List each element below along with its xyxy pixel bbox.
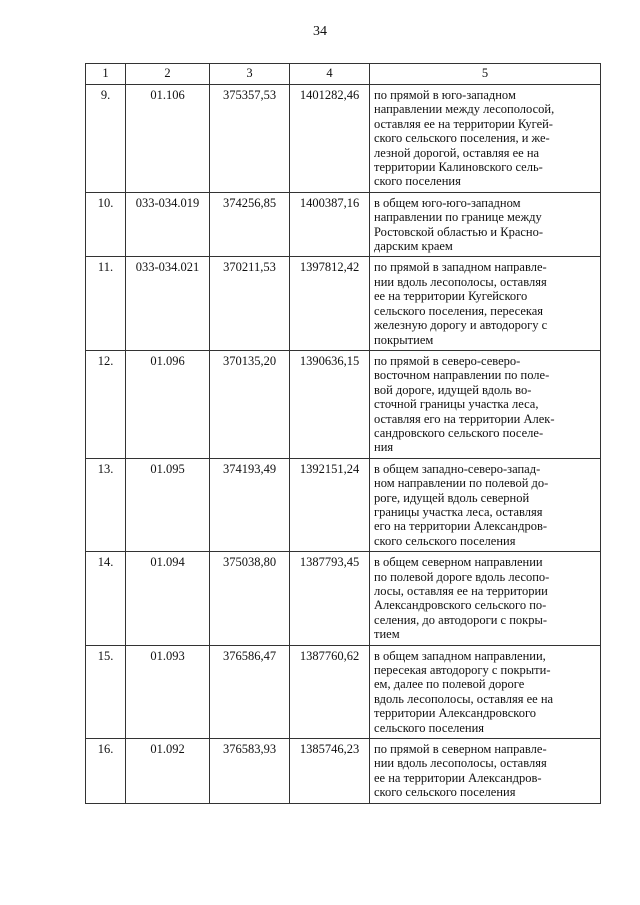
description-line: Ростовской областью и Красно- <box>374 224 544 239</box>
header-col-3: 3 <box>210 64 290 85</box>
description-line: ния <box>374 440 394 455</box>
table-row <box>86 257 601 350</box>
coord-y: 1401282,46 <box>290 85 370 193</box>
boundary-description <box>370 739 601 804</box>
row-number: 10. <box>86 192 126 257</box>
description-line: железную дорогу и автодорогу с <box>374 318 548 333</box>
point-code: 01.106 <box>126 85 210 193</box>
description-line: вой дороге, идущей вдоль во- <box>374 382 532 397</box>
coord-y: 1400387,16 <box>290 192 370 257</box>
point-code: 01.096 <box>126 350 210 458</box>
description-line: покрытием <box>374 332 434 347</box>
table-row <box>86 85 601 193</box>
coord-y: 1397812,42 <box>290 257 370 350</box>
boundary-description <box>370 645 601 738</box>
table-row <box>86 458 601 551</box>
coord-y: 1385746,23 <box>290 739 370 804</box>
description-line: тием <box>374 627 400 642</box>
boundary-description <box>370 350 601 458</box>
description-line: по прямой в юго-западном <box>374 88 516 102</box>
boundary-table <box>85 63 601 804</box>
coord-y: 1387760,62 <box>290 645 370 738</box>
description-line: ем, далее по полевой дороге <box>374 677 525 692</box>
row-number: 13. <box>86 458 126 551</box>
coord-y: 1387793,45 <box>290 552 370 645</box>
description-line: ского поселения <box>374 174 461 189</box>
description-line: вдоль лесополосы, оставляя ее на <box>374 691 554 706</box>
coord-y: 1390636,15 <box>290 350 370 458</box>
description-line: лосы, оставляя ее на территории <box>374 584 548 598</box>
coord-x: 374193,49 <box>210 458 290 551</box>
point-code: 033-034.019 <box>126 192 210 257</box>
description-line: в общем юго-юго-западном <box>374 195 521 210</box>
point-code: 01.093 <box>126 645 210 738</box>
coord-x: 375357,53 <box>210 85 290 193</box>
table-row <box>86 552 601 645</box>
boundary-description <box>370 85 601 193</box>
table-row <box>86 192 601 257</box>
point-code: 01.092 <box>126 739 210 804</box>
table-row <box>86 645 601 738</box>
description-line: в общем северном направлении <box>374 555 543 570</box>
coord-x: 376583,93 <box>210 739 290 804</box>
table-row <box>86 739 601 804</box>
description-line: направлении между лесополосой, <box>374 102 555 117</box>
description-line: сельского поселения, пересекая <box>374 303 544 318</box>
description-line: оставляя его на территории Алек- <box>374 411 555 426</box>
header-col-4: 4 <box>290 64 370 85</box>
description-line: дарским краем <box>374 239 453 254</box>
row-number: 11. <box>86 257 126 350</box>
description-line: по прямой в северо-северо- <box>374 353 521 368</box>
row-number: 14. <box>86 552 126 645</box>
description-line: сельского поселения <box>374 720 485 735</box>
page-number: 34 <box>313 24 327 39</box>
description-line: его на территории Александров- <box>374 519 548 534</box>
boundary-description <box>370 552 601 645</box>
description-line: территории Александровского <box>374 706 537 721</box>
point-code: 033-034.021 <box>126 257 210 350</box>
description-line: ского сельского поселения <box>374 785 516 800</box>
description-line: нии вдоль лесополосы, оставляя <box>374 274 547 289</box>
description-line: оставляя ее на территории Кугей- <box>374 116 553 131</box>
header-col-5: 5 <box>370 64 601 85</box>
row-number: 12. <box>86 350 126 458</box>
coord-y: 1392151,24 <box>290 458 370 551</box>
point-code: 01.094 <box>126 552 210 645</box>
description-line: по прямой в северном направле- <box>374 742 547 757</box>
description-line: нии вдоль лесополосы, оставляя <box>374 756 547 771</box>
boundary-description <box>370 192 601 257</box>
description-line: ского сельского поселения <box>374 533 516 548</box>
description-line: Александровского сельского по- <box>374 598 547 613</box>
description-line: лезной дорогой, оставляя ее на <box>374 145 540 160</box>
coord-x: 374256,85 <box>210 192 290 257</box>
description-line: ского сельского поселения, и же- <box>374 131 550 146</box>
table-header-row <box>86 64 601 85</box>
description-line: роге, идущей вдоль северной <box>374 490 530 505</box>
description-line: сточной границы участка леса, <box>374 397 539 412</box>
coord-x: 376586,47 <box>210 645 290 738</box>
description-line: в общем западно-северо-запад- <box>374 461 541 476</box>
row-number: 16. <box>86 739 126 804</box>
description-line: восточном направлении по поле- <box>374 368 550 383</box>
description-line: направлении по границе между <box>374 210 542 225</box>
coord-x: 370135,20 <box>210 350 290 458</box>
table-row <box>86 350 601 458</box>
table-body <box>86 85 601 804</box>
description-line: пересекая автодорогу с покрыти- <box>374 663 551 678</box>
description-line: сандровского сельского поселе- <box>374 425 544 440</box>
description-line: ном направлении по полевой до- <box>374 476 549 491</box>
point-code: 01.095 <box>126 458 210 551</box>
row-number: 15. <box>86 645 126 738</box>
description-line: в общем западном направлении, <box>374 648 546 663</box>
header-col-2: 2 <box>126 64 210 85</box>
coord-x: 370211,53 <box>210 257 290 350</box>
description-line: ее на территории Кугейского <box>374 289 528 304</box>
boundary-description <box>370 257 601 350</box>
description-line: селения, до автодороги с покры- <box>374 612 548 627</box>
description-line: ее на территории Александров- <box>374 770 542 785</box>
boundary-description <box>370 458 601 551</box>
description-line: по прямой в западном направле- <box>374 260 547 275</box>
description-line: по полевой дороге вдоль лесопо- <box>374 569 550 584</box>
row-number: 9. <box>86 85 126 193</box>
description-line: территории Калиновского сель- <box>374 160 543 175</box>
header-col-1: 1 <box>86 64 126 85</box>
description-line: границы участка леса, оставляя <box>374 504 543 519</box>
coord-x: 375038,80 <box>210 552 290 645</box>
